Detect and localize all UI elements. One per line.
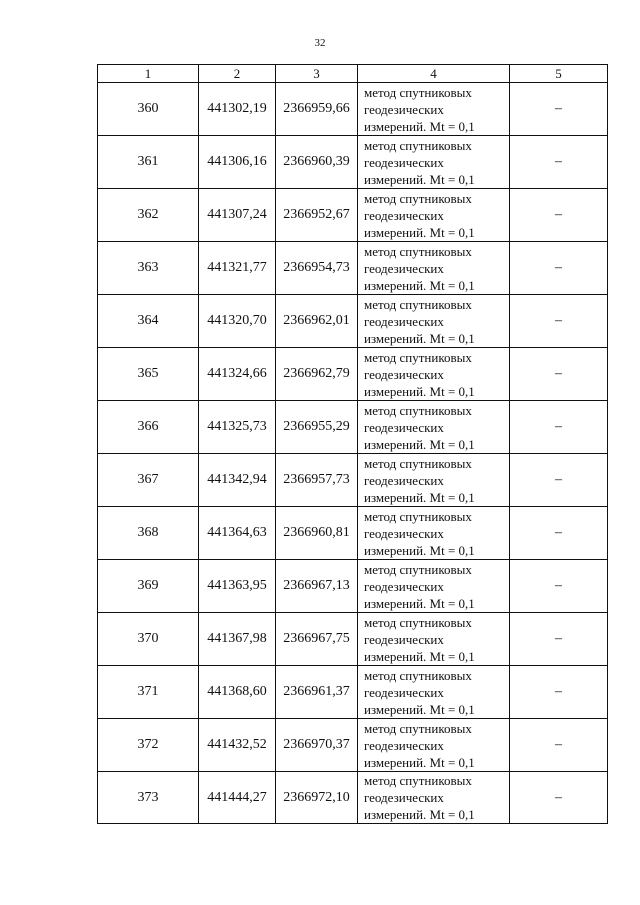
note-cell: – [510, 242, 608, 295]
point-number-cell: 369 [98, 560, 199, 613]
point-number-cell: 363 [98, 242, 199, 295]
point-number-cell: 372 [98, 719, 199, 772]
method-cell [358, 348, 510, 401]
x-coordinate-cell: 441364,63 [199, 507, 276, 560]
note-cell: – [510, 401, 608, 454]
note-cell: – [510, 295, 608, 348]
table-row [98, 83, 608, 136]
method-line-3: измерений. Mt = 0,1 [364, 542, 475, 558]
method-line-3: измерений. Mt = 0,1 [364, 489, 475, 505]
note-cell: – [510, 454, 608, 507]
point-number-cell: 367 [98, 454, 199, 507]
table-row [98, 295, 608, 348]
table-row [98, 666, 608, 719]
note-cell: – [510, 666, 608, 719]
x-coordinate-cell: 441321,77 [199, 242, 276, 295]
method-line-2: геодезических [364, 101, 444, 117]
method-line-1: метод спутниковых [364, 720, 472, 736]
method-line-2: геодезических [364, 366, 444, 382]
method-line-2: геодезических [364, 684, 444, 700]
method-line-2: геодезических [364, 472, 444, 488]
x-coordinate-cell: 441306,16 [199, 136, 276, 189]
point-number-cell: 366 [98, 401, 199, 454]
x-coordinate-cell: 441302,19 [199, 83, 276, 136]
method-line-3: измерений. Mt = 0,1 [364, 701, 475, 717]
method-line-2: геодезических [364, 525, 444, 541]
method-line-2: геодезических [364, 631, 444, 647]
y-coordinate-cell: 2366960,39 [276, 136, 358, 189]
y-coordinate-cell: 2366955,29 [276, 401, 358, 454]
method-cell [358, 666, 510, 719]
x-coordinate-cell: 441368,60 [199, 666, 276, 719]
y-coordinate-cell: 2366954,73 [276, 242, 358, 295]
point-number-cell: 371 [98, 666, 199, 719]
table-row [98, 719, 608, 772]
note-cell: – [510, 613, 608, 666]
point-number-cell: 370 [98, 613, 199, 666]
method-line-3: измерений. Mt = 0,1 [364, 171, 475, 187]
method-cell [358, 719, 510, 772]
note-cell: – [510, 719, 608, 772]
note-cell: – [510, 348, 608, 401]
method-cell [358, 242, 510, 295]
method-cell [358, 295, 510, 348]
method-line-1: метод спутниковых [364, 243, 472, 259]
method-cell [358, 401, 510, 454]
method-line-3: измерений. Mt = 0,1 [364, 118, 475, 134]
y-coordinate-cell: 2366959,66 [276, 83, 358, 136]
method-line-3: измерений. Mt = 0,1 [364, 648, 475, 664]
table-row [98, 401, 608, 454]
table-row [98, 560, 608, 613]
y-coordinate-cell: 2366961,37 [276, 666, 358, 719]
method-line-2: геодезических [364, 207, 444, 223]
method-cell [358, 454, 510, 507]
method-line-1: метод спутниковых [364, 84, 472, 100]
y-coordinate-cell: 2366960,81 [276, 507, 358, 560]
table-row [98, 772, 608, 824]
method-line-2: геодезических [364, 154, 444, 170]
column-header-3: 3 [276, 65, 358, 83]
y-coordinate-cell: 2366970,37 [276, 719, 358, 772]
note-cell: – [510, 772, 608, 824]
x-coordinate-cell: 441444,27 [199, 772, 276, 824]
column-header-4: 4 [358, 65, 510, 83]
method-line-1: метод спутниковых [364, 402, 472, 418]
method-line-1: метод спутниковых [364, 455, 472, 471]
method-line-1: метод спутниковых [364, 561, 472, 577]
method-line-2: геодезических [364, 790, 444, 805]
table-row [98, 454, 608, 507]
table-row [98, 136, 608, 189]
method-line-2: геодезических [364, 419, 444, 435]
point-number-cell: 364 [98, 295, 199, 348]
point-number-cell: 373 [98, 772, 199, 824]
x-coordinate-cell: 441320,70 [199, 295, 276, 348]
point-number-cell: 368 [98, 507, 199, 560]
method-line-1: метод спутниковых [364, 296, 472, 312]
y-coordinate-cell: 2366967,75 [276, 613, 358, 666]
method-line-1: метод спутниковых [364, 614, 472, 630]
method-line-2: геодезических [364, 313, 444, 329]
column-header-1: 1 [98, 65, 199, 83]
note-cell: – [510, 136, 608, 189]
x-coordinate-cell: 441342,94 [199, 454, 276, 507]
x-coordinate-cell: 441367,98 [199, 613, 276, 666]
method-cell [358, 189, 510, 242]
method-line-1: метод спутниковых [364, 137, 472, 153]
method-line-1: метод спутниковых [364, 667, 472, 683]
y-coordinate-cell: 2366967,13 [276, 560, 358, 613]
x-coordinate-cell: 441325,73 [199, 401, 276, 454]
method-line-1: метод спутниковых [364, 508, 472, 524]
y-coordinate-cell: 2366972,10 [276, 772, 358, 824]
method-line-3: измерений. Mt = 0,1 [364, 330, 475, 346]
method-cell [358, 136, 510, 189]
method-line-3: измерений. Mt = 0,1 [364, 595, 475, 611]
table-row [98, 507, 608, 560]
method-cell [358, 613, 510, 666]
table-row [98, 242, 608, 295]
method-line-2: геодезических [364, 260, 444, 276]
note-cell: – [510, 83, 608, 136]
method-line-2: геодезических [364, 737, 444, 753]
page-number: 32 [314, 37, 326, 49]
method-line-1: метод спутниковых [364, 773, 472, 788]
method-line-3: измерений. Mt = 0,1 [364, 224, 475, 240]
note-cell: – [510, 507, 608, 560]
point-number-cell: 361 [98, 136, 199, 189]
method-line-1: метод спутниковых [364, 349, 472, 365]
method-line-3: измерений. Mt = 0,1 [364, 277, 475, 293]
x-coordinate-cell: 441363,95 [199, 560, 276, 613]
method-line-3: измерений. Mt = 0,1 [364, 754, 475, 770]
note-cell: – [510, 560, 608, 613]
table-row [98, 613, 608, 666]
point-number-cell: 362 [98, 189, 199, 242]
coordinates-table [97, 64, 608, 824]
method-cell [358, 560, 510, 613]
method-cell [358, 772, 510, 824]
method-line-2: геодезических [364, 578, 444, 594]
y-coordinate-cell: 2366957,73 [276, 454, 358, 507]
x-coordinate-cell: 441324,66 [199, 348, 276, 401]
y-coordinate-cell: 2366962,01 [276, 295, 358, 348]
table-body [98, 83, 608, 824]
method-cell [358, 83, 510, 136]
point-number-cell: 365 [98, 348, 199, 401]
method-line-1: метод спутниковых [364, 190, 472, 206]
y-coordinate-cell: 2366962,79 [276, 348, 358, 401]
table-row [98, 348, 608, 401]
table-header-row [98, 65, 608, 83]
method-line-3: измерений. Mt = 0,1 [364, 436, 475, 452]
method-line-3: измерений. Mt = 0,1 [364, 807, 475, 822]
point-number-cell: 360 [98, 83, 199, 136]
x-coordinate-cell: 441307,24 [199, 189, 276, 242]
method-cell [358, 507, 510, 560]
y-coordinate-cell: 2366952,67 [276, 189, 358, 242]
column-header-2: 2 [199, 65, 276, 83]
table-row [98, 189, 608, 242]
x-coordinate-cell: 441432,52 [199, 719, 276, 772]
column-header-5: 5 [510, 65, 608, 83]
method-line-3: измерений. Mt = 0,1 [364, 383, 475, 399]
note-cell: – [510, 189, 608, 242]
